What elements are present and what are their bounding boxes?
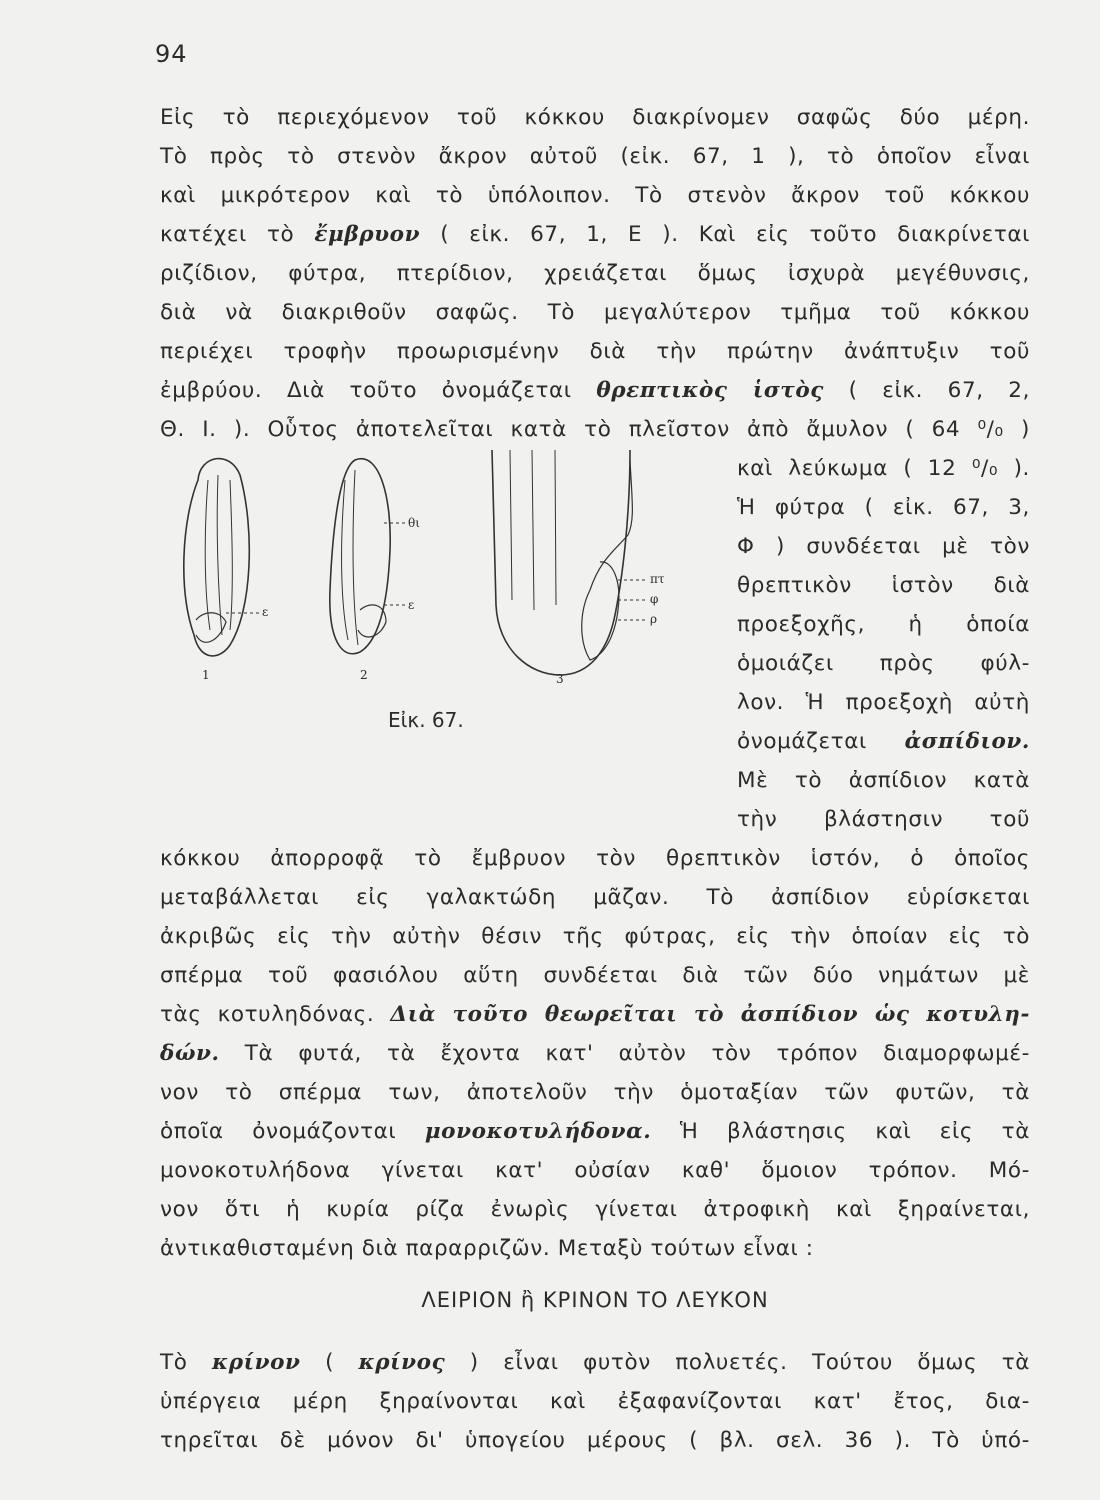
- figure-67: [160, 440, 680, 740]
- side-text-line: Ἡ φύτρα ( εἰκ. 67, 3,: [737, 495, 1030, 520]
- text-span: (: [325, 1350, 335, 1375]
- text-span: ὀνομάζεται: [737, 729, 867, 754]
- text-span: κατέχει τὸ: [160, 222, 295, 247]
- text-line: [160, 373, 1030, 409]
- text-line: ὑπέργεια μέρη ξηραίνονται καὶ ἐξαφανίζονται κατ' ἔτος, δια-: [160, 1389, 1030, 1414]
- text-line: νον ὅτι ἡ κυρία ρίζα ἐνωρὶς γίνεται ἀτροφικὴ καὶ ξηραίνεται,: [160, 1197, 1030, 1222]
- figure-caption: Εἰκ. 67.: [388, 708, 464, 732]
- text-line: ἀκριβῶς εἰς τὴν αὐτὴν θέσιν τῆς φύτρας, εἰς τὴν ὁποίαν εἰς τὸ: [160, 924, 1030, 949]
- text-span: ὁποῖα ὀνομάζονται: [160, 1119, 397, 1144]
- term-lily: κρίνον: [211, 1350, 301, 1375]
- side-text-line: θρεπτικὸν ἱστὸν διὰ: [737, 573, 1030, 598]
- label-rho: ρ: [650, 612, 658, 626]
- side-text-line: ὁμοιάζει πρὸς φύλ-: [737, 651, 1030, 676]
- text-span: ( εἰκ. 67, 1, Ε ). Καὶ εἰς τοῦτο διακρίνεται: [440, 222, 1031, 247]
- label-e1: ε: [262, 605, 269, 619]
- emphasis-cotyledon-end: δών.: [160, 1041, 220, 1066]
- text-line: τηρεῖται δὲ μόνον δι' ὑπογείου μέρους ( βλ. σελ. 36 ). Τὸ ὑπό-: [160, 1428, 1030, 1453]
- text-span: ) εἶναι φυτὸν πολυετές. Τούτου ὅμως τὰ: [469, 1350, 1031, 1375]
- text-line: Τὸ πρὸς τὸ στενὸν ἄκρον αὐτοῦ (εἰκ. 67, 1 ), τὸ ὁποῖον εἶναι: [160, 144, 1030, 169]
- label-number-3: 3: [556, 672, 564, 686]
- text-line: [160, 1036, 1030, 1072]
- term-lily-alt: κρίνος: [358, 1350, 446, 1375]
- grain-illustration: [160, 440, 680, 700]
- text-line: σπέρμα τοῦ φασιόλου αὕτη συνδέεται διὰ τῶν δύο νημάτων μὲ: [160, 963, 1030, 988]
- side-text-line: καὶ λεύκωμα ( 12 ⁰/₀ ).: [737, 456, 1030, 481]
- label-pt: πτ: [650, 572, 665, 586]
- label-number-1: 1: [202, 668, 210, 682]
- text-span: Τὸ: [160, 1350, 188, 1375]
- spacer-line: [160, 786, 720, 822]
- term-embryo: ἔμβρυον: [314, 222, 421, 247]
- text-line: [160, 217, 1030, 253]
- side-text-line: [737, 724, 1030, 760]
- text-line: καὶ μικρότερον καὶ τὸ ὑπόλοιπον. Τὸ στενὸν ἄκρον τοῦ κόκκου: [160, 183, 1030, 208]
- text-line: [160, 1345, 1030, 1381]
- text-line: Θ. Ι. ). Οὗτος ἀποτελεῖται κατὰ τὸ πλεῖστον ἀπὸ ἄμυλον ( 64 ⁰/₀ ): [160, 417, 1030, 442]
- text-span: ( εἰκ. 67, 2,: [848, 378, 1031, 403]
- label-number-2: 2: [360, 668, 368, 682]
- text-line: [160, 1114, 1030, 1150]
- side-text-line: Μὲ τὸ ἀσπίδιον κατὰ: [737, 768, 1030, 793]
- side-text-line: λον. Ἡ προεξοχὴ αὐτὴ: [737, 690, 1030, 715]
- text-line: κόκκου ἀπορροφᾷ τὸ ἔμβρυον τὸν θρεπτικὸν ἱστόν, ὁ ὁποῖος: [160, 846, 1030, 871]
- page-number: 94: [155, 40, 188, 68]
- text-line: [160, 997, 1030, 1033]
- term-monocotyledons: μονοκοτυλήδονα.: [424, 1119, 652, 1144]
- section-heading: ΛΕΙΡΙΟΝ ἢ ΚΡΙΝΟΝ ΤΟ ΛΕΥΚΟΝ: [421, 1288, 769, 1312]
- text-line: περιέχει τροφὴν προωρισμένην διὰ τὴν πρώτην ἀνάπτυξιν τοῦ: [160, 339, 1030, 364]
- emphasis-scutellum-cotyledon: Διὰ τοῦτο θεωρεῖται τὸ ἀσπίδιον ὡς κοτυλη-: [390, 1002, 1031, 1027]
- term-scutellum: ἀσπίδιον.: [904, 729, 1030, 754]
- text-line: μεταβάλλεται εἰς γαλακτώδη μᾶζαν. Τὸ ἀσπίδιον εὑρίσκεται: [160, 885, 1030, 910]
- text-line: νον τὸ σπέρμα των, ἀποτελοῦν τὴν ὁμοταξίαν τῶν φυτῶν, τὰ: [160, 1080, 1030, 1105]
- text-span: τὰς κοτυληδόνας.: [160, 1002, 375, 1027]
- label-theta-iota: θι: [408, 516, 420, 530]
- text-line: ριζίδιον, φύτρα, πτερίδιον, χρειάζεται ὅμως ἰσχυρὰ μεγέθυνσις,: [160, 261, 1030, 286]
- text-line: Εἰς τὸ περιεχόμενον τοῦ κόκκου διακρίνομεν σαφῶς δύο μέρη.: [160, 105, 1030, 130]
- text-span: Ἡ βλάστησις καὶ εἰς τὰ: [679, 1119, 1030, 1144]
- side-text-line: προεξοχῆς, ἡ ὁποία: [737, 612, 1030, 637]
- text-line: ἀντικαθισταμένη διὰ παραρριζῶν. Μεταξὺ τούτων εἶναι :: [160, 1236, 814, 1261]
- text-line: μονοκοτυλήδονα γίνεται κατ' οὐσίαν καθ' ὅμοιον τρόπον. Μό-: [160, 1158, 1030, 1183]
- text-span: ἐμβρύου. Διὰ τοῦτο ὀνομάζεται: [160, 378, 572, 403]
- label-phi: φ: [650, 592, 659, 606]
- side-text-line: Φ ) συνδέεται μὲ τὸν: [737, 534, 1030, 559]
- side-text-line: τὴν βλάστησιν τοῦ: [737, 807, 1030, 832]
- text-span: Τὰ φυτά, τὰ ἔχοντα κατ' αὐτὸν τὸν τρόπον διαμορφωμέ-: [244, 1041, 1030, 1066]
- text-line: διὰ νὰ διακριθοῦν σαφῶς. Τὸ μεγαλύτερον τμῆμα τοῦ κόκκου: [160, 300, 1030, 325]
- term-nutritive-tissue: θρεπτικὸς ἱστὸς: [596, 378, 825, 403]
- label-e2: ε: [408, 598, 415, 612]
